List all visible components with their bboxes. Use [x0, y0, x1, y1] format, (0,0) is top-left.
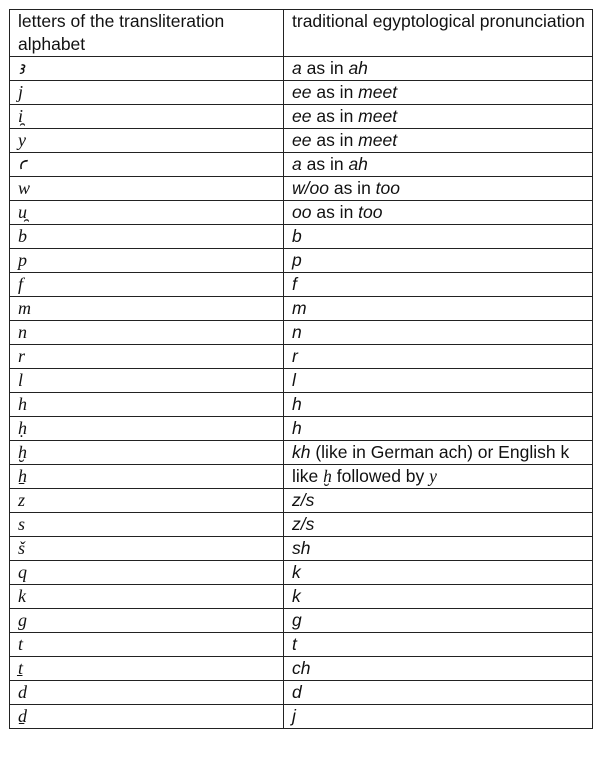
pronunciation-text: as in	[301, 58, 349, 78]
pronunciation-text: ee	[292, 82, 312, 102]
transliteration-table	[9, 9, 593, 729]
pronunciation-text: kh	[292, 442, 311, 462]
pronunciation-text: as in	[311, 82, 359, 102]
pronunciation-text: g	[292, 610, 302, 630]
pronunciation-text: t	[292, 634, 297, 654]
pronunciation-text: l	[292, 370, 296, 390]
pronunciation-text: like	[292, 466, 324, 486]
table-row	[10, 105, 593, 129]
pronunciation-text: meet	[358, 106, 398, 126]
pronunciation-cell	[284, 153, 593, 177]
table-row	[10, 465, 593, 489]
pronunciation-cell	[284, 441, 593, 465]
pronunciation-cell	[284, 537, 593, 561]
transliteration-letter: ꜣ	[10, 57, 284, 81]
transliteration-letter: m	[10, 297, 284, 321]
table-row	[10, 273, 593, 297]
transliteration-letter: ẖ	[10, 465, 284, 489]
table-row	[10, 297, 593, 321]
pronunciation-text: ḫ	[323, 466, 332, 486]
pronunciation-text: ch	[292, 658, 311, 678]
table-row	[10, 681, 593, 705]
pronunciation-cell	[284, 345, 593, 369]
table-row	[10, 321, 593, 345]
pronunciation-text: a	[292, 58, 302, 78]
pronunciation-cell	[284, 489, 593, 513]
table-row	[10, 609, 593, 633]
table-row	[10, 129, 593, 153]
table-row	[10, 57, 593, 81]
transliteration-letter: g	[10, 609, 284, 633]
pronunciation-text: h	[292, 418, 302, 438]
transliteration-letter: u̯	[10, 201, 284, 225]
transliteration-letter: b	[10, 225, 284, 249]
pronunciation-text: (like in German ach) or English k	[310, 442, 570, 462]
transliteration-letter: h	[10, 393, 284, 417]
table-row	[10, 441, 593, 465]
transliteration-letter: n	[10, 321, 284, 345]
table-row	[10, 345, 593, 369]
table-row	[10, 513, 593, 537]
pronunciation-text: k	[292, 586, 301, 606]
pronunciation-text: oo	[292, 202, 312, 222]
table-row	[10, 393, 593, 417]
table-row	[10, 81, 593, 105]
table-row	[10, 225, 593, 249]
table-row	[10, 417, 593, 441]
transliteration-letter: z	[10, 489, 284, 513]
table-row	[10, 657, 593, 681]
transliteration-letter: y	[10, 129, 284, 153]
pronunciation-cell	[284, 561, 593, 585]
transliteration-letter: j	[10, 81, 284, 105]
table-row	[10, 201, 593, 225]
pronunciation-cell	[284, 81, 593, 105]
pronunciation-text: ee	[292, 130, 312, 150]
table-row	[10, 705, 593, 729]
header-pronunciation: traditional egyptological pronunciation	[284, 10, 593, 57]
pronunciation-text: as in	[328, 178, 376, 198]
table-row	[10, 585, 593, 609]
pronunciation-cell	[284, 417, 593, 441]
transliteration-letter: ꜥ	[10, 153, 284, 177]
table-header-row	[10, 10, 593, 57]
pronunciation-text: j	[292, 706, 296, 726]
pronunciation-text: d	[292, 682, 302, 702]
header-letters: letters of the transliteration alphabet	[10, 10, 284, 57]
pronunciation-cell	[284, 369, 593, 393]
transliteration-letter: ḥ	[10, 417, 284, 441]
transliteration-letter: l	[10, 369, 284, 393]
pronunciation-cell	[284, 57, 593, 81]
transliteration-letter: f	[10, 273, 284, 297]
pronunciation-text: b	[292, 226, 302, 246]
transliteration-letter: ṯ	[10, 657, 284, 681]
pronunciation-cell	[284, 633, 593, 657]
transliteration-letter: q	[10, 561, 284, 585]
table-row	[10, 489, 593, 513]
pronunciation-text: m	[292, 298, 307, 318]
pronunciation-cell	[284, 105, 593, 129]
pronunciation-cell	[284, 297, 593, 321]
pronunciation-cell	[284, 609, 593, 633]
pronunciation-cell	[284, 465, 593, 489]
transliteration-letter: k	[10, 585, 284, 609]
transliteration-letter: d	[10, 681, 284, 705]
pronunciation-text: p	[292, 250, 302, 270]
pronunciation-cell	[284, 273, 593, 297]
pronunciation-text: ah	[348, 58, 368, 78]
pronunciation-text: meet	[358, 82, 398, 102]
pronunciation-cell	[284, 177, 593, 201]
table-body	[10, 57, 593, 729]
transliteration-letter: ḫ	[10, 441, 284, 465]
pronunciation-cell	[284, 657, 593, 681]
pronunciation-text: a	[292, 154, 302, 174]
pronunciation-cell	[284, 393, 593, 417]
transliteration-letter: š	[10, 537, 284, 561]
pronunciation-text: z/s	[292, 514, 315, 534]
pronunciation-cell	[284, 585, 593, 609]
pronunciation-text: k	[292, 562, 301, 582]
pronunciation-text: as in	[301, 154, 349, 174]
pronunciation-text: sh	[292, 538, 311, 558]
pronunciation-text: f	[292, 274, 297, 294]
pronunciation-text: y	[429, 466, 437, 486]
table-row	[10, 177, 593, 201]
pronunciation-text: as in	[311, 130, 359, 150]
pronunciation-text: meet	[358, 130, 398, 150]
transliteration-letter: p	[10, 249, 284, 273]
pronunciation-text: z/s	[292, 490, 315, 510]
table-row	[10, 561, 593, 585]
table-row	[10, 249, 593, 273]
transliteration-letter: t	[10, 633, 284, 657]
pronunciation-cell	[284, 249, 593, 273]
pronunciation-text: too	[375, 178, 400, 198]
pronunciation-cell	[284, 225, 593, 249]
pronunciation-text: r	[292, 346, 298, 366]
pronunciation-text: ah	[348, 154, 368, 174]
transliteration-letter: w	[10, 177, 284, 201]
pronunciation-cell	[284, 705, 593, 729]
pronunciation-cell	[284, 681, 593, 705]
pronunciation-text: n	[292, 322, 302, 342]
pronunciation-text: too	[358, 202, 383, 222]
table-row	[10, 537, 593, 561]
pronunciation-text: h	[292, 394, 302, 414]
pronunciation-text: ee	[292, 106, 312, 126]
transliteration-letter: s	[10, 513, 284, 537]
pronunciation-cell	[284, 201, 593, 225]
pronunciation-cell	[284, 513, 593, 537]
pronunciation-cell	[284, 321, 593, 345]
transliteration-letter: i̯	[10, 105, 284, 129]
pronunciation-text: as in	[311, 202, 359, 222]
transliteration-letter: ḏ	[10, 705, 284, 729]
pronunciation-text: w/oo	[292, 178, 329, 198]
table-row	[10, 369, 593, 393]
transliteration-letter: r	[10, 345, 284, 369]
table-row	[10, 153, 593, 177]
pronunciation-text: as in	[311, 106, 359, 126]
pronunciation-text: followed by	[331, 466, 430, 486]
pronunciation-cell	[284, 129, 593, 153]
table-row	[10, 633, 593, 657]
